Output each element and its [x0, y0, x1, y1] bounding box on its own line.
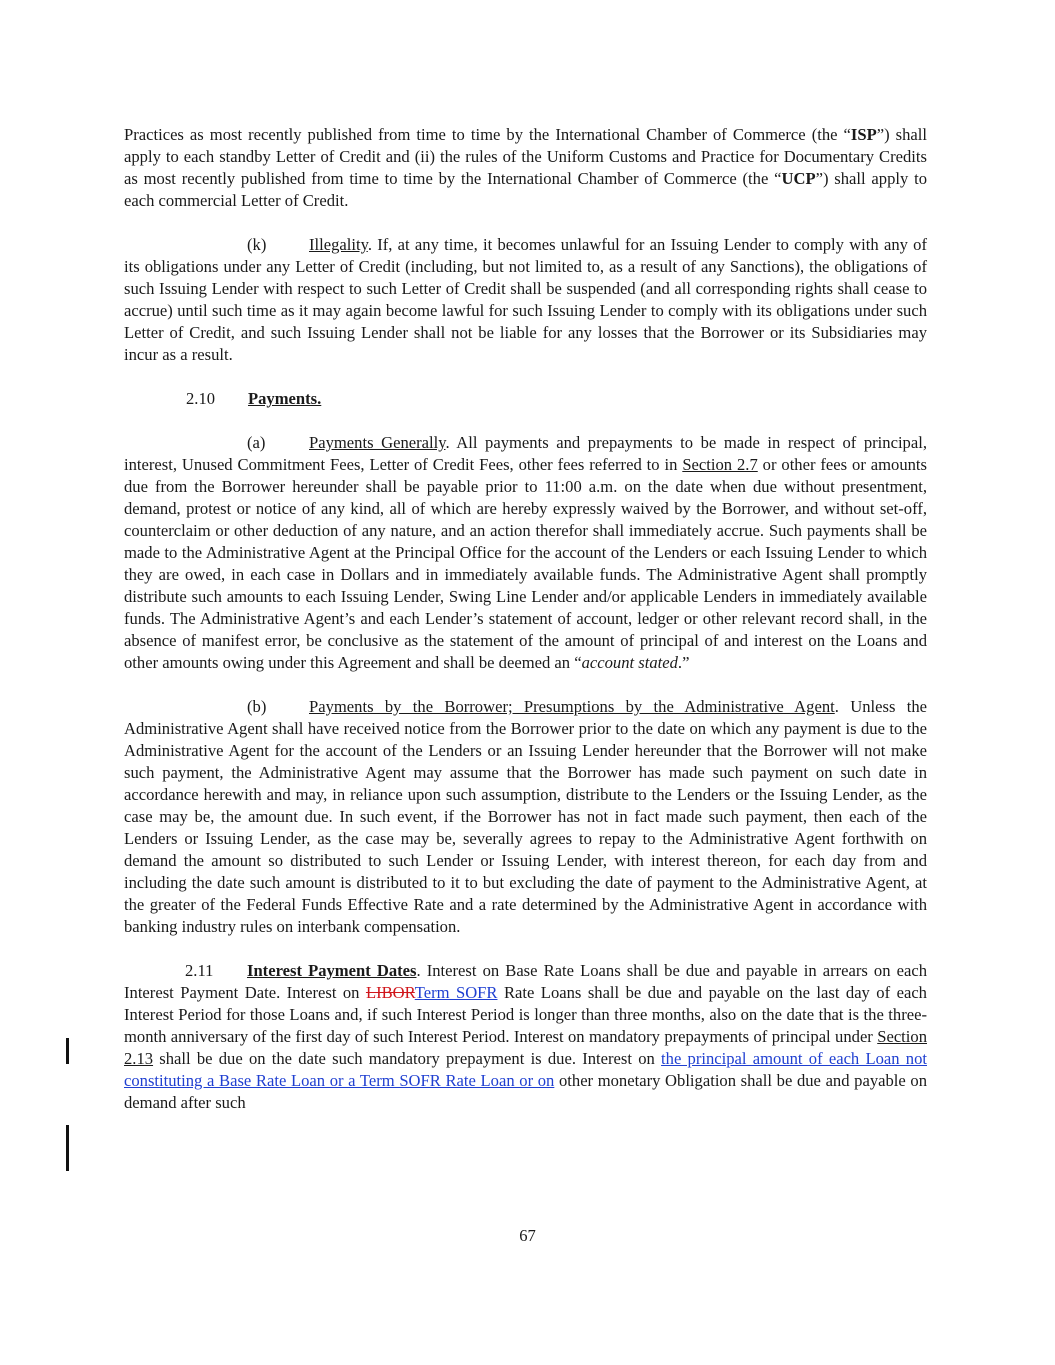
text-run: or other fees or amounts due from the Borrower hereunder shall be payable prior to 11:00 a.m. on the date when due without presentment, demand, protest or notice of any kind, all of which are hereby expressly waived by the Borrower, and without set-off, counterclaim or other deduction of any nature, and an action therefor shall immediately accrue. Such payments shall be made to the Administrative Agent at the Principal Office for the account of the Lenders or each Issuing Lender to which they are owed, in each case in Dollars and in immediately available funds. The Administrative Agent shall promptly distribute such amounts to each Issuing Lender, Swing Line Lender and/or applicable Lenders in immediately available funds. The Administrative Agent’s and each Lender’s statement of account, ledger or other relevant record shall, in the absence of manifest error, be conclusive as the statement of the amount of principal of and interest on the Loans and other amounts owing under this Agreement and shall be deemed an “: [124, 455, 928, 672]
text-run: .”: [677, 653, 690, 672]
section-number: 2.11: [185, 961, 214, 980]
paragraph-b: [124, 696, 927, 938]
text-run: other monetary Obligation shall be due and payable on demand after such: [124, 1071, 928, 1112]
inserted-text: the principal amount of each Loan not constituting a Base Rate Loan or a Term SOFR Rate Loan or on: [124, 1049, 927, 1090]
paragraph-heading: Payments Generally: [309, 433, 446, 452]
defined-term-isp: ISP: [850, 125, 877, 144]
paragraph-heading: Payments by the Borrower; Presumptions by the Administrative Agent: [309, 697, 835, 716]
text-run: ”) shall apply to each commercial Letter of Credit.: [124, 169, 928, 210]
deleted-text: LIBOR: [365, 983, 415, 1002]
section-heading: Interest Payment Dates: [247, 961, 417, 980]
text-run: Rate Loans shall be due and payable on the last day of each Interest Period for those Loans and, if such Interest Period is longer than three months, also on the date that is the three-month anniversary of the first day of such Interest Period. Interest on mandatory prepayments of principal under: [124, 983, 927, 1046]
defined-term-ucp: UCP: [781, 169, 816, 188]
document-page: [124, 124, 927, 1136]
paragraph-text: . If, at any time, it becomes unlawful for an Issuing Lender to comply with any of its obligations under any Letter of Credit (including, but not limited to, as a result of any Sanctions), the obligations of such Issuing Lender with respect to such Letter of Credit shall be suspended (and all corresponding rights shall cease to accrue) until such time as it may again become lawful for such Issuing Lender to comply with its obligations under such Letter of Credit, and such Issuing Lender shall not be liable for any losses that the Borrower or its Subsidiaries may incur as a result.: [124, 235, 927, 364]
paragraph-label: (b): [247, 697, 267, 716]
text-run: shall be due on the date such mandatory prepayment is due. Interest on: [153, 1049, 662, 1068]
section-title: Payments.: [248, 389, 322, 408]
page-number: 67: [519, 1226, 536, 1245]
text-run: . Interest on Base Rate Loans shall be due and payable in arrears on each Interest Payment Date. Interest on: [124, 961, 927, 1002]
inserted-text: Term SOFR: [414, 983, 498, 1002]
paragraph-j-continuation: [124, 124, 927, 212]
section-2-11: [124, 960, 927, 1114]
paragraph-a: [124, 432, 927, 674]
section-reference: Section 2.13: [124, 1027, 927, 1068]
paragraph-heading: Illegality: [309, 235, 368, 254]
italic-term: account stated: [581, 653, 678, 672]
paragraph-k: [124, 234, 927, 366]
paragraph-label: (a): [247, 433, 266, 452]
section-heading-2-10: [124, 388, 927, 410]
section-reference: Section 2.7: [682, 455, 758, 474]
section-number: 2.10: [186, 389, 216, 408]
text-run: . All payments and prepayments to be made in respect of principal, interest, Unused Commitment Fees, Letter of Credit Fees, other fees referred to in: [124, 433, 927, 474]
change-bar: [66, 1038, 69, 1064]
paragraph-label: (k): [247, 235, 267, 254]
text-run: Practices as most recently published from time to time by the International Chamber of Commerce (the “: [124, 125, 851, 144]
paragraph-text: . Unless the Administrative Agent shall have received notice from the Borrower prior to the date on which any payment is due to the Administrative Agent for the account of the Lenders or an Issuing Lender hereunder that the Borrower will not make such payment, the Administrative Agent may assume that the Borrower has made such payment on such date in accordance herewith and may, in reliance upon such assumption, distribute to the Lenders or the Issuing Lender, as the case may be, the amount due. In such event, if the Borrower has not in fact made such payment, then each of the Lenders or Issuing Lender, as the case may be, severally agrees to repay to the Administrative Agent forthwith on demand the amount so distributed to such Lender or Issuing Lender, with interest thereon, for each day from and including the date such amount is distributed to it to but excluding the date of payment to the Administrative Agent, at the greater of the Federal Funds Effective Rate and a rate determined by the Administrative Agent in accordance with banking industry rules on interbank compensation.: [124, 697, 928, 936]
text-run: ”) shall apply to each standby Letter of Credit and (ii) the rules of the Uniform Customs and Practice for Documentary Credits as most recently published from time to time by the International Chamber of Commerce (the “: [124, 125, 927, 188]
change-bar: [66, 1125, 69, 1171]
